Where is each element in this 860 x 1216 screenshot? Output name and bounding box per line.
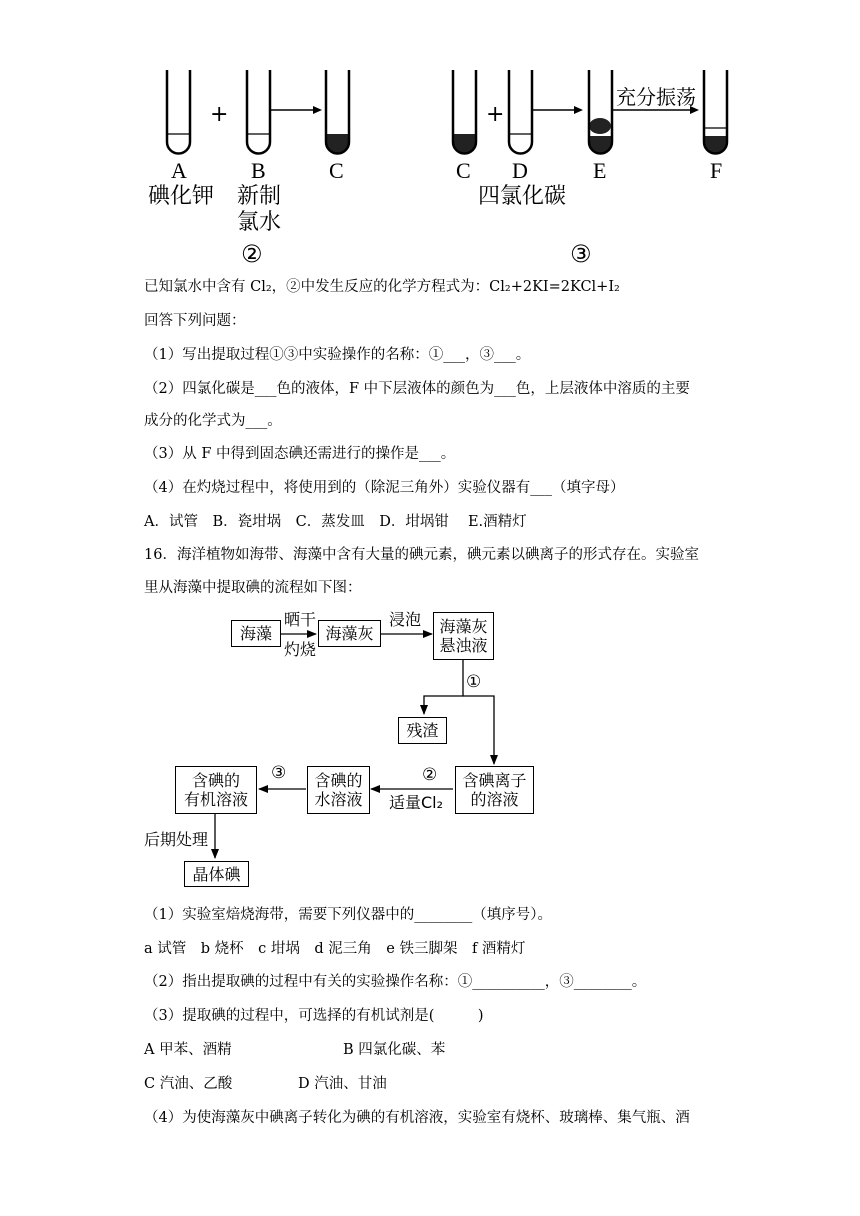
problem-16-q4: （4）为使海藻灰中碘离子转化为碘的有机溶液，实验室有烧杯、玻璃棒、集气瓶、酒 [144,1110,690,1126]
label-fresh-line1: 新制 [237,184,282,209]
label-shake-well: 充分振荡 [616,85,696,109]
label-carbon-tetrachloride: 四氯化碳 [478,184,567,209]
box-seaweed-ash: 海藻灰 [318,620,381,647]
tube-letter-e: E [593,158,607,183]
plus-sign: + [210,102,229,127]
label-potassium-iodide: 碘化钾 [148,184,215,209]
problem-16-line-2: 里从海藻中提取碘的流程如下图： [144,580,362,596]
label-post-processing: 后期处理 [144,830,209,849]
label-sun-dry: 晒干 [284,610,317,629]
label-step-2: ② [422,765,438,785]
box-seaweed: 海藻 [231,620,281,647]
tube-letter-b: B [251,158,266,183]
box-organic-iodine: 含碘的 有机溶液 [175,766,257,814]
problem-16-q1-options: a 试管 b 烧杯 c 坩埚 d 泥三角 e 铁三脚架 f 酒精灯 [144,941,526,957]
plus-sign-2: + [486,102,505,127]
problem-16-line-1: 16．海洋植物如海带、海藻中含有大量的碘元素，碘元素以碘离子的形式存在。实验室 [144,547,699,563]
box-iodine-crystal: 晶体碘 [184,861,249,887]
question-3: （3）从 F 中得到固态碘还需进行的操作是___。 [144,446,456,462]
label-soak: 浸泡 [389,610,422,629]
tube-letter-c2: C [456,158,471,183]
question-4-options: A．试管 B．瓷坩埚 C．蒸发皿 D．坩埚钳 E.酒精灯 [144,514,527,530]
box-aqueous-iodine: 含碘的 水溶液 [307,766,370,814]
label-burn: 灼烧 [284,640,317,659]
question-1: （1）写出提取过程①③中实验操作的名称：①___，③___。 [144,347,531,363]
known-equation: 已知氯水中含有 Cl₂，②中发生反应的化学方程式为：Cl₂+2KI=2KCl+I₂ [144,279,620,295]
figure-number-3: ③ [570,240,592,268]
problem-16-q3: （3）提取碘的过程中，可选择的有机试剂是( ) [144,1008,484,1024]
label-step-3: ③ [271,763,287,783]
tube-letter-a: A [171,158,187,183]
option-b: B 四氯化碳、苯 [343,1042,446,1058]
problem-16-q1: （1）实验室焙烧海带，需要下列仪器中的________（填序号）。 [144,907,552,923]
tube-letter-c: C [329,158,344,183]
option-c: C 汽油、乙酸 [144,1076,233,1092]
label-chlorine-amount: 适量Cl₂ [389,793,444,812]
answer-prompt: 回答下列问题： [144,313,246,329]
tube-letter-d: D [512,158,528,183]
tube-letter-f: F [710,158,723,183]
problem-16-q2: （2）指出提取碘的过程中有关的实验操作名称：①__________，③________。 [144,974,647,990]
box-residue: 残渣 [398,717,447,744]
question-2-line-2: 成分的化学式为___。 [144,413,282,429]
option-a: A 甲苯、酒精 [144,1042,232,1058]
box-iodide-solution: 含碘离子 的溶液 [455,766,534,814]
label-step-1: ① [466,672,482,692]
label-chlorine-water: 氯水 [237,210,282,235]
question-4: （4）在灼烧过程中，将使用到的（除泥三角外）实验仪器有___（填字母） [144,480,625,496]
question-2-line-1: （2）四氯化碳是___色的液体，F 中下层液体的颜色为___色，上层液体中溶质的主要 [144,381,690,397]
option-d: D 汽油、甘油 [298,1076,387,1092]
box-seaweed-ash-suspension: 海藻灰 悬浊液 [433,612,494,660]
figure-number-2: ② [241,240,263,268]
